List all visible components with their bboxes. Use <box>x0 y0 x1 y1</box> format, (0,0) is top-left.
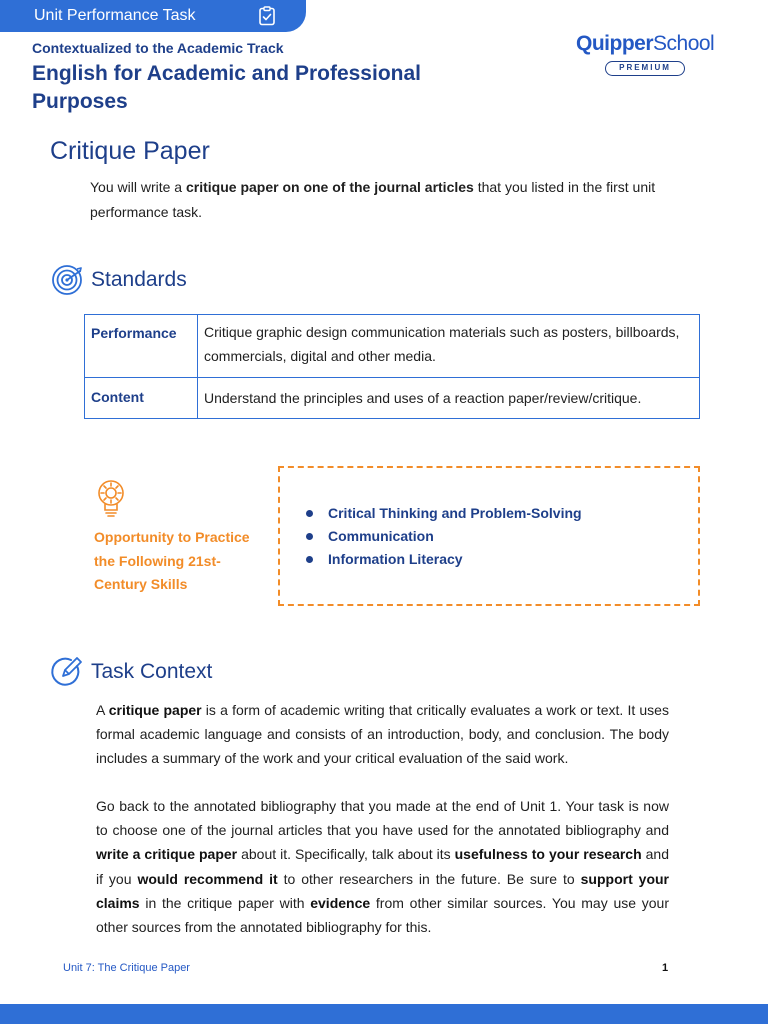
bullet-icon <box>306 510 313 517</box>
skills-box <box>278 466 700 606</box>
standards-table <box>84 314 700 419</box>
target-icon <box>50 263 84 297</box>
pencil-circle-icon <box>50 655 84 689</box>
intro-text: You will write a critique paper on one of the journal articles that you listed in the first unit performance task. <box>90 179 656 220</box>
standards-heading <box>50 263 187 297</box>
lightbulb-gear-icon <box>94 478 128 520</box>
bullet-icon <box>306 556 313 563</box>
clipboard-check-icon <box>256 5 278 27</box>
task-context-heading <box>50 655 212 689</box>
page-number: 1 <box>662 962 669 974</box>
tab-label: Unit Performance Task <box>34 7 196 24</box>
list-item: Information Literacy <box>306 548 582 571</box>
footer-bar <box>0 1004 768 1024</box>
table-row <box>85 315 700 378</box>
task-context-paragraph: A critique paper is a form of academic writing that critically evaluates a work or text. It uses formal academic language and consists of an introduction, body, and conclusion. The body includes a summary of the work and your critical evaluation of the said work. <box>96 702 669 767</box>
skills-list <box>306 502 582 571</box>
quipper-school-logo <box>576 32 726 76</box>
standard-label: Performance <box>85 315 198 378</box>
premium-badge: PREMIUM <box>605 61 685 76</box>
list-item: Communication <box>306 525 582 548</box>
skills-label: Opportunity to Practice the Following 21st-Century Skills <box>94 529 250 592</box>
standard-description: Critique graphic design communication materials such as posters, billboards, commercials, digital and other media. <box>198 315 700 378</box>
standards-title: Standards <box>91 268 187 291</box>
standard-label: Content <box>85 378 198 419</box>
brand-name: QuipperSchool <box>576 32 715 55</box>
standard-description: Understand the principles and uses of a reaction paper/review/critique. <box>198 378 700 419</box>
page-title: Critique Paper <box>50 137 210 165</box>
table-row <box>85 378 700 419</box>
footer-unit-label: Unit 7: The Critique Paper <box>63 962 190 974</box>
task-instructions-paragraph: Go back to the annotated bibliography that you made at the end of Unit 1. Your task is now to choose one of the journal articles that you have used for the annotated bibliography and write a critique paper about it. Specifically, talk about its usefulness to your research and if you would recommend it to other researchers in the future. Be sure to support your claims in the critique paper with evidence from other similar sources. You may use your other sources from the annotated bibliography for this. <box>96 798 670 936</box>
bullet-icon <box>306 533 313 540</box>
task-context-title: Task Context <box>91 660 213 683</box>
course-title: English for Academic and Professional Purposes <box>32 62 421 113</box>
unit-task-tab <box>0 0 306 32</box>
list-item: Critical Thinking and Problem-Solving <box>306 502 582 525</box>
track-subtitle: Contextualized to the Academic Track <box>32 40 284 56</box>
